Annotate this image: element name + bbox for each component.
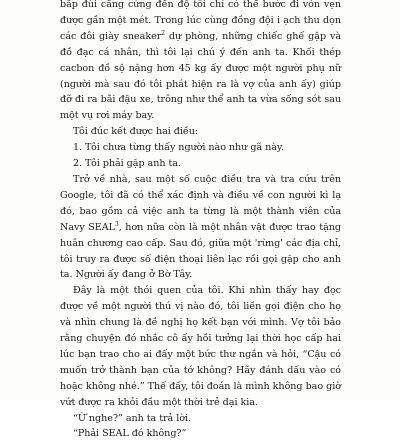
paragraph-2: Tôi đúc kết được hai điều: — [73, 126, 199, 138]
paragraph-3-text-a: Trở về nhà, sau một số cuộc điều tra và tra cứu trên Google, tôi đã có thể xác định và điều về con người kì lạ đó, bao gồm cả việc anh ta từng là một thành viên của Navy SEAL — [60, 173, 341, 233]
paragraph-3 — [60, 172, 341, 283]
paragraph-3-text-b: , hơn nữa còn là một nhân vật được trao tặng huân chương cao cấp. Sau đó, giữa một 'rừng' các địa chỉ, tôi truy ra được số điện thoại liên lạc rồi gọi gặp cho anh ta. Người ấy đang ở Bờ Tây. — [60, 221, 342, 281]
dialogue-line-2: “Phải SEAL đó không?” — [73, 428, 187, 440]
footnote-ref-3: 3 — [114, 220, 119, 228]
paragraph-1-text-a: bắp đùi căng cứng đến độ tôi chỉ có thể bước đi vỏn vẹn được gần một mét. Trong lúc cùng đồng đội i ạch thu dọn các đôi giày sneaker — [60, 0, 341, 42]
list-item-1: 1. Tôi chưa từng thấy người nào như gã này. — [73, 142, 284, 154]
footnote-ref-2: 2 — [161, 29, 166, 37]
list-item-2: 2. Tôi phải gặp anh ta. — [73, 158, 181, 170]
paragraph-4: Đây là một thói quen của tôi. Khi nhìn thấy hay đọc được về một người thú vị nào đó, tôi liền gọi điện cho họ và nhìn chung là đề nghị họ kết bạn với mình. Vợ tôi bảo rằng chuyện đó nhắc cô ấy hồi tưởng lại thời học cấp hai lúc bạn trao cho ai đấy một bức thư ngắn và hỏi, “Cậu có muốn trở thành bạn của tớ không? Hãy đánh dấu vào có hoặc không nhé.” Thế đấy, tôi đoán là mình không bao giờ vứt được ra khỏi đầu một thời trẻ dại kia. — [60, 285, 341, 408]
paragraph-1-text-b: dự phòng, những chiếc ghế gập và đồ đạc cá nhân, thì tôi lại chú ý đến anh ta. Khối thép cacbon đồ sộ nặng hơn 45 kg ấy được một người phụ nữ (người mà sau đó tôi phát hiện ra là vợ của anh ấy) giúp đỡ đi ra bãi đậu xe, trông như thể anh ta vừa sống sót sau một vụ rơi máy bay. — [60, 30, 341, 122]
body-text — [60, 0, 341, 442]
paragraph-1 — [60, 0, 341, 124]
dialogue-line-1: “Ừ nghe?” anh ta trả lời. — [73, 412, 191, 424]
